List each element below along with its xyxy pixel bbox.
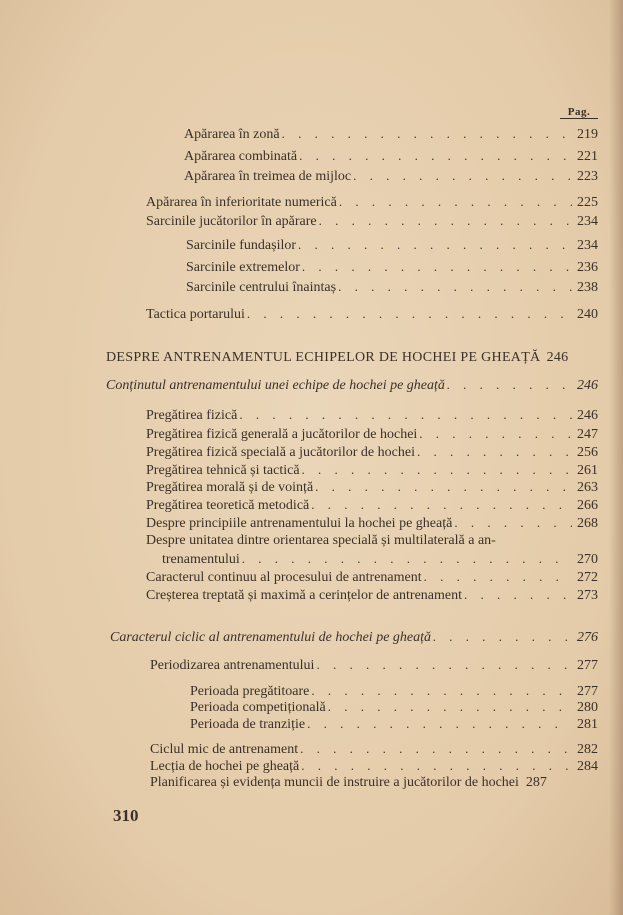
toc-subsection-heading: Caracterul ciclic al antrenamentului de hochei pe gheață . . . 276 <box>110 628 598 646</box>
page-number: 310 <box>113 806 139 825</box>
toc-entry: Apărarea combinată . . . 221 <box>184 147 598 165</box>
toc-entry: Pregătirea teoretică metodică . . . 266 <box>146 496 598 514</box>
toc-entry: Pregătirea fizică specială a jucătorilor de hochei . . . 256 <box>146 443 598 461</box>
toc-entry: Pregătirea tehnică și tactică . . . 261 <box>146 461 598 479</box>
toc-entry: Ciclul mic de antrenament . . . 282 <box>150 740 598 758</box>
toc-entry: Caracterul continuu al procesului de antrenament . . . 272 <box>146 568 598 586</box>
pag-column-header: Pag. <box>560 106 598 119</box>
toc-entry: Apărarea în treimea de mijloc . . . 223 <box>184 167 598 185</box>
toc-entry: Apărarea în zonă . . . 219 <box>184 125 598 143</box>
toc-entry: Despre principiile antrenamentului la hochei pe gheață . . . 268 <box>146 514 598 532</box>
toc-entry: Perioada competițională . . . 280 <box>190 698 598 716</box>
toc-entry-line1: Despre unitatea dintre orientarea specială și multilaterală a an- <box>146 533 496 548</box>
toc-subsection-heading: Conținutul antrenamentului unei echipe de hochei pe gheață . . . 246 <box>106 376 598 394</box>
page-edge-shadow <box>609 0 623 915</box>
toc-entry-line2: trenamentului . . . 270 <box>162 550 598 568</box>
toc-entry: Tactica portarului . . . 240 <box>146 305 598 323</box>
toc-entry: Sarcinile centrului înaintaș . . . 238 <box>186 278 598 296</box>
toc-entry: Sarcinile extremelor . . . 236 <box>186 258 598 276</box>
toc-entry: Creșterea treptată și maximă a cerințelor de antrenament . . . 273 <box>146 586 598 604</box>
toc-entry: Planificarea și evidența muncii de instruire a jucătorilor de hochei 287 <box>150 775 547 790</box>
toc-entry: Periodizarea antrenamentului . . . 277 <box>150 656 598 674</box>
toc-entry: Sarcinile jucătorilor în apărare . . . 234 <box>146 212 598 230</box>
toc-entry: Lecția de hochei pe gheață . . . 284 <box>150 757 598 775</box>
toc-entry: Pregătirea fizică generală a jucătorilor de hochei . . . 247 <box>146 425 598 443</box>
toc-entry: Sarcinile fundașilor . . . 234 <box>186 236 598 254</box>
toc-entry: Apărarea în inferioritate numerică . . . 225 <box>146 193 598 211</box>
toc-entry: Pregătirea morală și de voință . . . 263 <box>146 478 598 496</box>
toc-entry: Pregătirea fizică . . . 246 <box>146 406 598 424</box>
toc-section-heading: DESPRE ANTRENAMENTUL ECHIPELOR DE HOCHEI PE GHEAȚĂ 246 <box>106 350 569 365</box>
toc-entry: Perioada de tranziție . . . 281 <box>190 715 598 733</box>
toc-entry: Perioada pregătitoare . . . 277 <box>190 682 598 700</box>
